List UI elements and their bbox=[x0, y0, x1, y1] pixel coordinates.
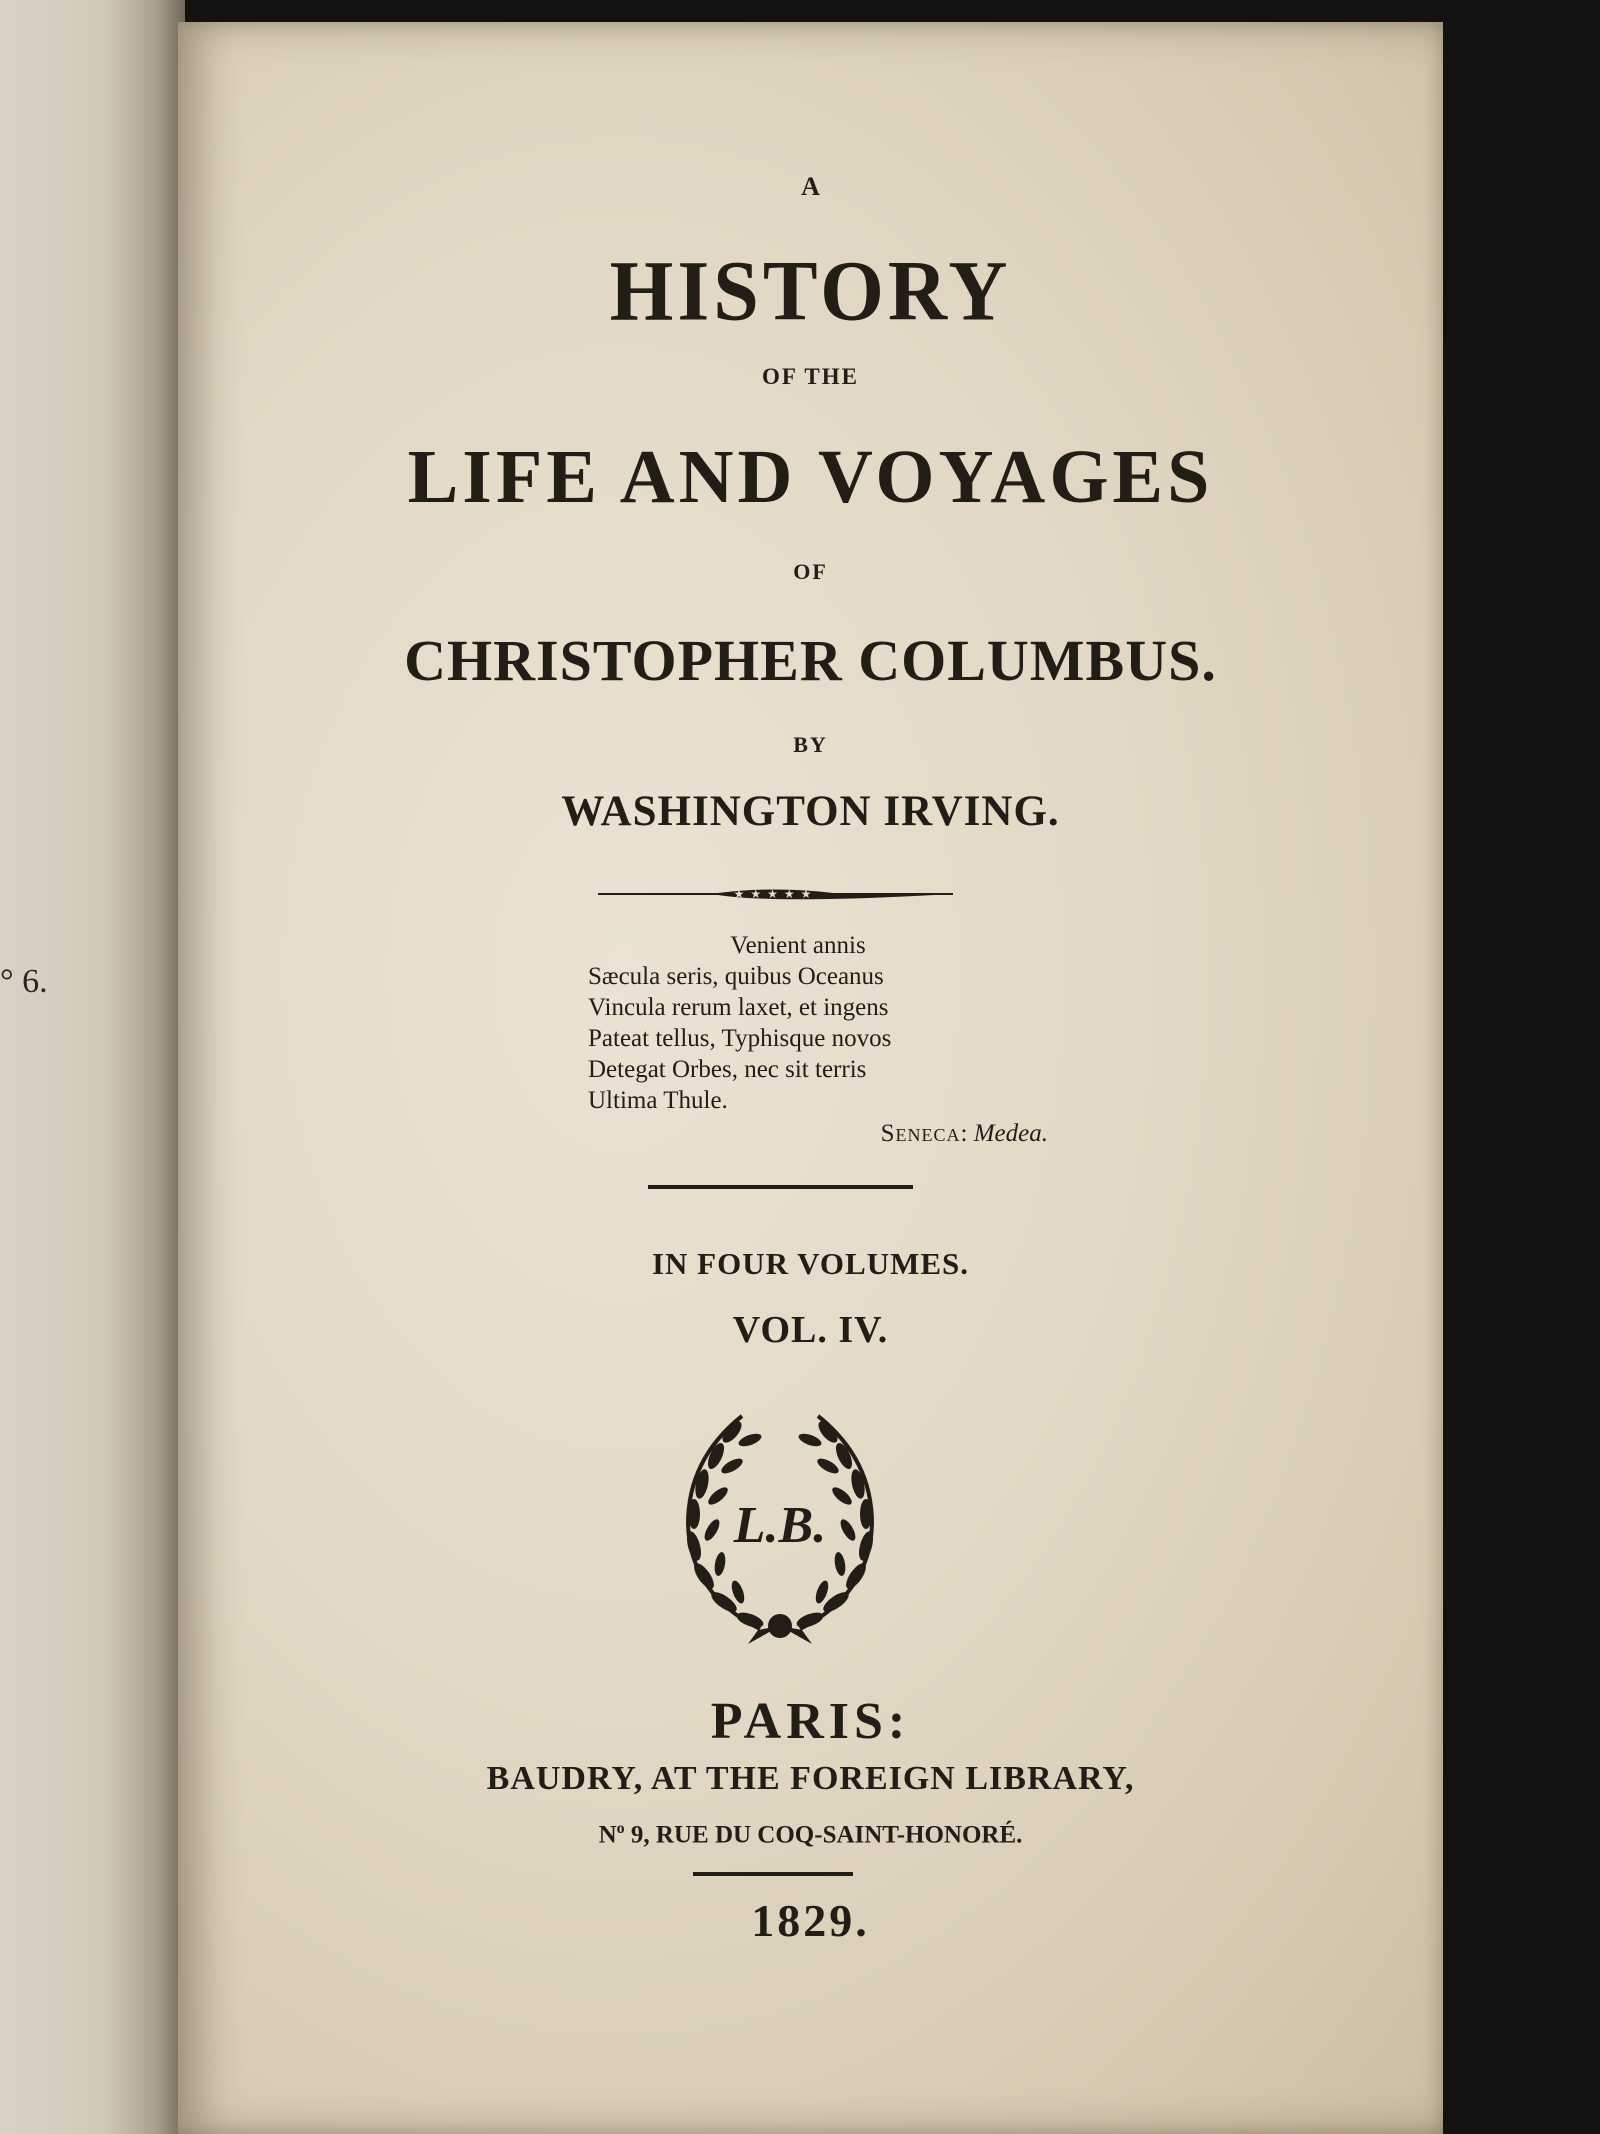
epigraph bbox=[588, 930, 1048, 1149]
main-title: HISTORY bbox=[609, 242, 1012, 339]
subject-name: CHRISTOPHER COLUMBUS. bbox=[404, 628, 1217, 693]
left-page-fragment: ° 6. bbox=[0, 963, 48, 1000]
volumes-count: IN FOUR VOLUMES. bbox=[651, 1246, 970, 1281]
address-number-superscript: o bbox=[616, 1820, 625, 1837]
epigraph-work: Medea. bbox=[973, 1120, 1048, 1147]
epigraph-line: Detegat Orbes, nec sit terris bbox=[588, 1056, 867, 1083]
epigraph-line: Venient annis bbox=[730, 932, 866, 959]
epigraph-credit bbox=[588, 1118, 1048, 1149]
epigraph-line: Ultima Thule. bbox=[588, 1087, 728, 1114]
title-article: A bbox=[801, 172, 820, 201]
epigraph-separator: : bbox=[960, 1120, 968, 1147]
epigraph-line: Sæcula seris, quibus Oceanus bbox=[588, 963, 884, 990]
ornament-stars: ★★★★★ bbox=[733, 887, 818, 901]
device-monogram: L.B. bbox=[733, 1497, 827, 1554]
imprint-city: PARIS: bbox=[710, 1693, 911, 1750]
publisher-device bbox=[670, 1404, 890, 1649]
divider-rule bbox=[648, 1185, 913, 1189]
imprint-publisher: BAUDRY, AT THE FOREIGN LIBRARY, bbox=[486, 1760, 1135, 1797]
title-page bbox=[178, 22, 1443, 2134]
title-by: BY bbox=[793, 732, 828, 757]
imprint-rule bbox=[693, 1872, 853, 1876]
ornamental-rule bbox=[598, 884, 953, 904]
left-page bbox=[0, 0, 185, 2134]
author-name: WASHINGTON IRVING. bbox=[561, 788, 1060, 835]
epigraph-line: Vincula rerum laxet, et ingens bbox=[588, 994, 889, 1021]
imprint-address bbox=[178, 1820, 1443, 1849]
imprint-year: 1829. bbox=[751, 1895, 870, 1946]
address-street: 9, RUE DU COQ-SAINT-HONORÉ. bbox=[624, 1821, 1023, 1849]
epigraph-author: Seneca bbox=[880, 1120, 961, 1147]
volume-number: VOL. IV. bbox=[732, 1309, 889, 1351]
epigraph-line: Pateat tellus, Typhisque novos bbox=[588, 1025, 892, 1052]
subtitle: LIFE AND VOYAGES bbox=[407, 435, 1214, 519]
title-of: OF bbox=[793, 559, 828, 584]
address-number-label: N bbox=[598, 1821, 617, 1849]
title-of-the: OF THE bbox=[762, 364, 859, 389]
